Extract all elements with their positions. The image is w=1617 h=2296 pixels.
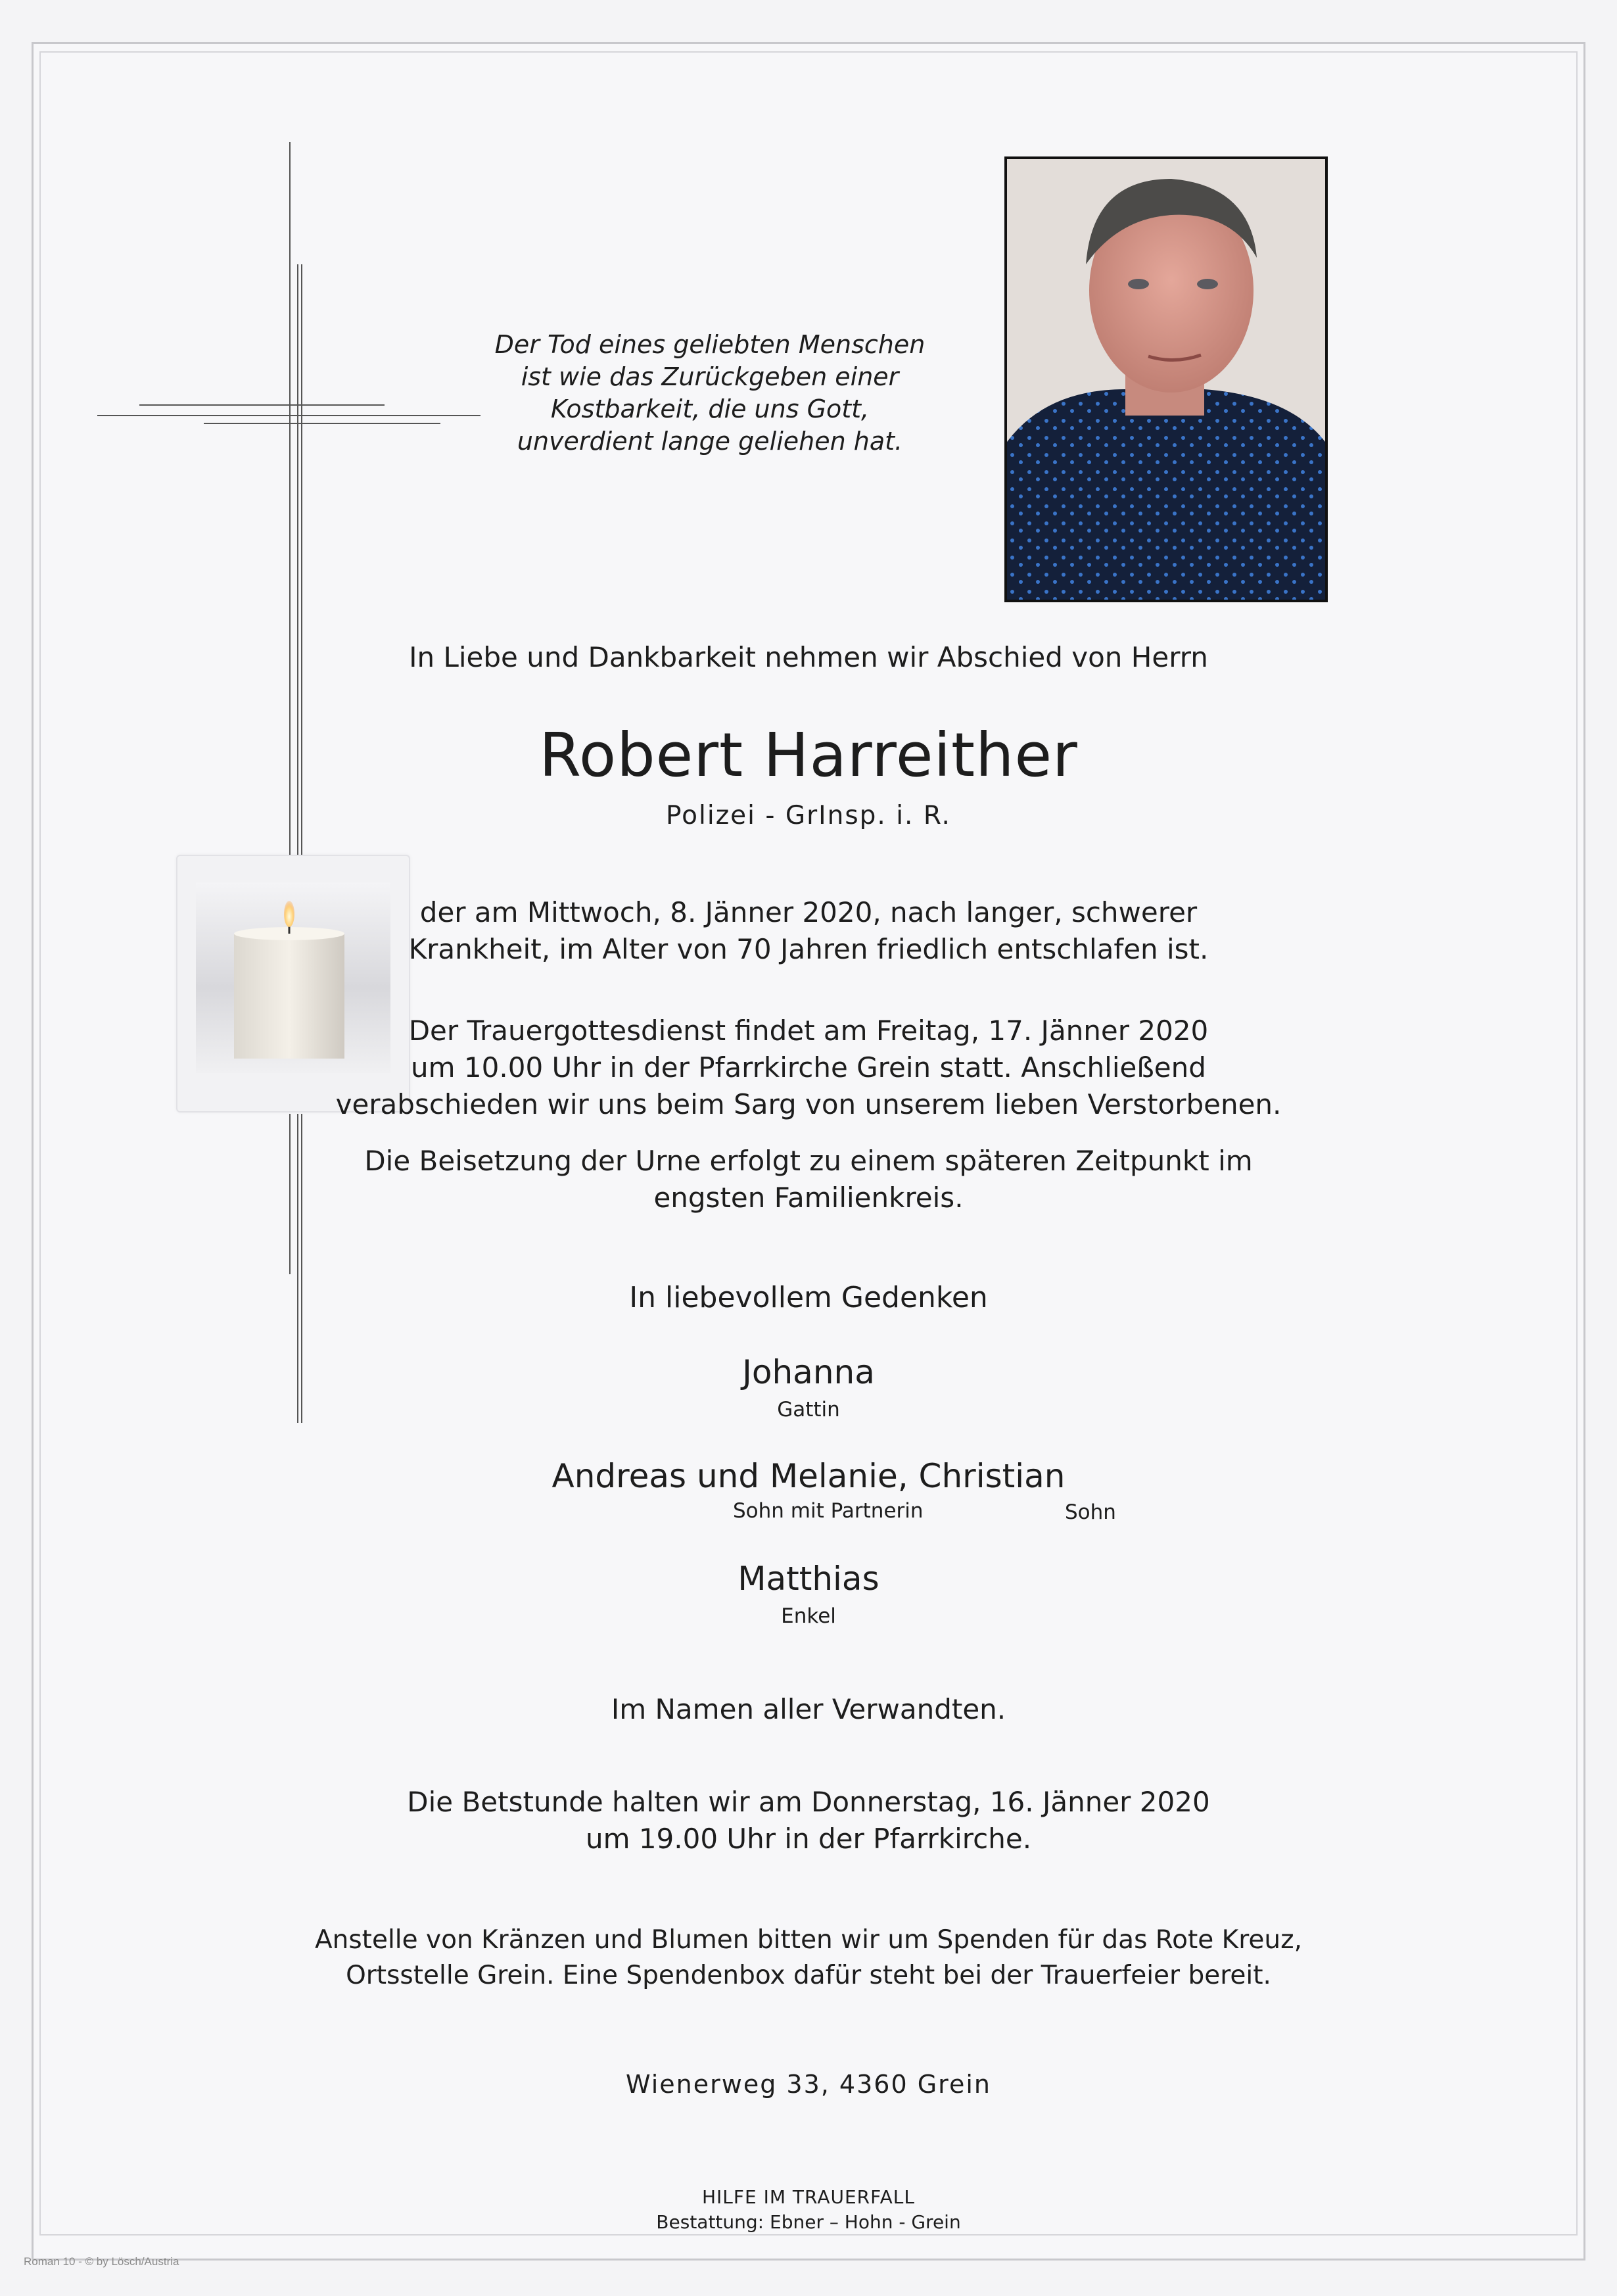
- service-notice-line: Der Trauergottesdienst findet am Freitag, 17. Jänner 2020: [408, 1015, 1209, 1047]
- quote-line: Der Tod eines geliebten Menschen: [494, 330, 926, 359]
- copyright-note: Roman 10 - © by Lösch/Austria: [24, 2255, 179, 2268]
- burial-notice-line: Die Beisetzung der Urne erfolgt zu einem späteren Zeitpunkt im: [364, 1145, 1253, 1177]
- burial-notice: [0, 1143, 1617, 1216]
- mourner-relation: Sohn mit Partnerin: [733, 1499, 924, 1523]
- footer-title: HILFE IM TRAUERFALL: [701, 2186, 916, 2208]
- service-notice-line: um 10.00 Uhr in der Pfarrkirche Grein statt. Anschließend: [411, 1051, 1206, 1084]
- portrait-photo: [1004, 156, 1328, 602]
- mourner-relation: Enkel: [781, 1604, 836, 1628]
- mourner-name: Matthias: [738, 1560, 879, 1598]
- address: Wienerweg 33, 4360 Grein: [626, 2070, 991, 2099]
- death-notice-line: der am Mittwoch, 8. Jänner 2020, nach langer, schwerer: [419, 896, 1198, 928]
- donation-notice-line: Anstelle von Kränzen und Blumen bitten wir um Spenden für das Rote Kreuz,: [314, 1925, 1303, 1955]
- mourner-relation: Gattin: [777, 1398, 840, 1422]
- quote: [460, 329, 960, 458]
- relatives-line: Im Namen aller Verwandten.: [611, 1693, 1006, 1725]
- donation-notice: [0, 1923, 1617, 1994]
- mourner-name: Andreas und Melanie, Christian: [551, 1457, 1066, 1495]
- footer-undertaker: Bestattung: Ebner – Hohn - Grein: [656, 2211, 961, 2233]
- intro-text: In Liebe und Dankbarkeit nehmen wir Abschied von Herrn: [409, 641, 1208, 673]
- deceased-rank: Polizei - GrInsp. i. R.: [666, 801, 951, 830]
- quote-line: ist wie das Zurückgeben einer: [521, 362, 899, 391]
- mourner-name: Johanna: [742, 1353, 875, 1391]
- quote-line: Kostbarkeit, die uns Gott,: [550, 395, 870, 423]
- mourners-heading: In liebevollem Gedenken: [629, 1281, 988, 1314]
- prayer-notice: [0, 1784, 1617, 1857]
- deceased-name: Robert Harreither: [539, 720, 1078, 790]
- mourner-relation: Sohn: [1065, 1500, 1116, 1524]
- prayer-notice-line: um 19.00 Uhr in der Pfarrkirche.: [585, 1823, 1032, 1855]
- donation-notice-line: Ortsstelle Grein. Eine Spendenbox dafür steht bei der Trauerfeier bereit.: [346, 1961, 1271, 1990]
- death-notice: [0, 894, 1617, 968]
- prayer-notice-line: Die Betstunde halten wir am Donnerstag, 16. Jänner 2020: [407, 1786, 1210, 1818]
- quote-line: unverdient lange geliehen hat.: [517, 427, 903, 456]
- service-notice-line: verabschieden wir uns beim Sarg von unserem lieben Verstorbenen.: [335, 1088, 1282, 1120]
- burial-notice-line: engsten Familienkreis.: [653, 1182, 964, 1214]
- death-notice-line: Krankheit, im Alter von 70 Jahren friedlich entschlafen ist.: [408, 933, 1209, 965]
- service-notice: [0, 1013, 1617, 1123]
